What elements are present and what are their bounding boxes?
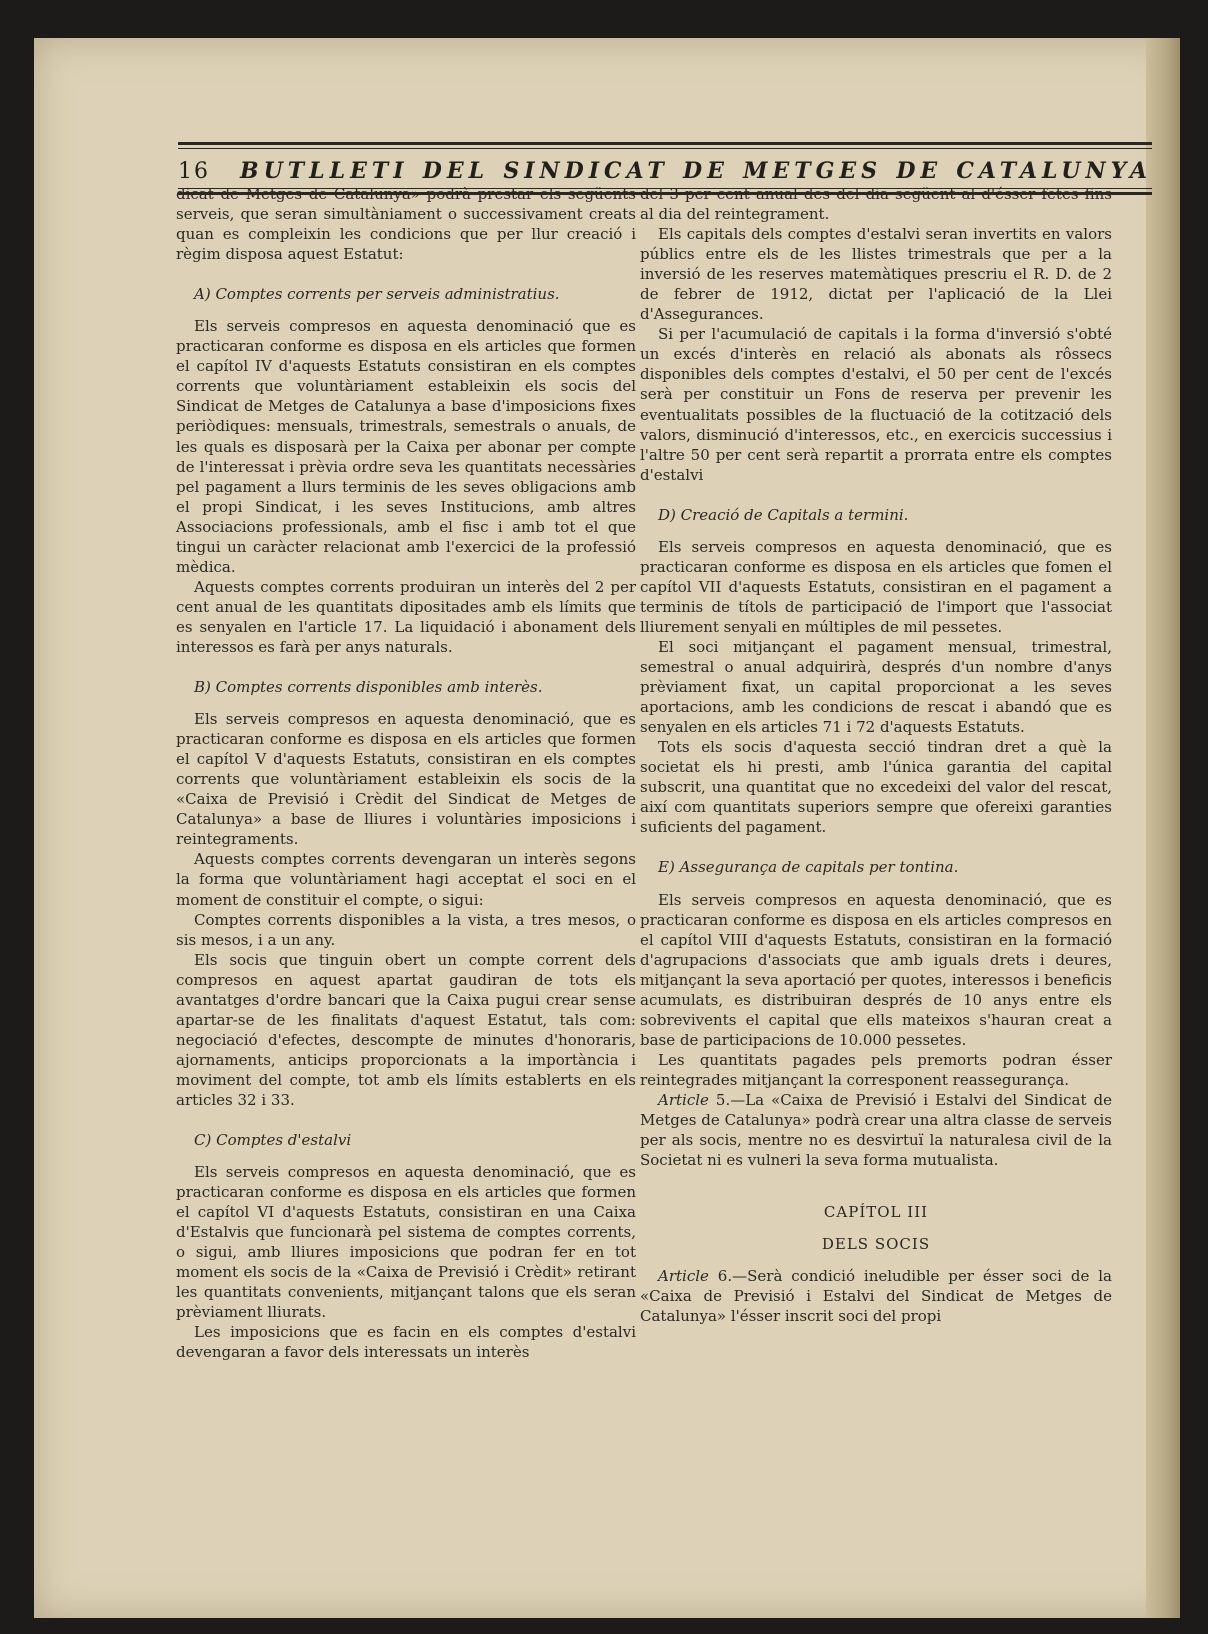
paragraph: Tots els socis d'aquesta secció tindran dret a què la societat els hi presti, amb l'única garantia del capital subscrit, una quantitat que no excedeixi del valor del rescat, així com quantitats superiors sempre que ofereixi garanties suficients del pagament. [640, 738, 1112, 837]
header-rule-top-thin [178, 148, 1152, 149]
section-heading-c: C) Comptes d'estalvi [194, 1131, 352, 1150]
paragraph: Els serveis compresos en aquesta denominació que es practicaran conforme es disposa en els articles que formen el capítol IV d'aquests Estatuts consistiran en els comptes corrents que voluntàriament estableixin els socis del Sindicat de Metges de Catalunya a base d'imposicions fixes periòdiques: mensuals, trimestrals, semestrals o anuals, de les quals es disposarà per la Caixa per abonar per compte de l'interessat i prèvia ordre seva les quantitats necessàries pel pagament a llurs terminis de les seves obligacions amb el propi Sindicat, i les seves Institucions, amb altres Associacions professionals, amb el fisc i amb tot el que tingui un caràcter relacionat amb l'exercici de la professió mèdica. [176, 317, 636, 576]
header-word: BUTLLETI [240, 158, 409, 184]
left-column [176, 184, 636, 1363]
section-heading-b: B) Comptes corrents disponibles amb interès. [194, 678, 543, 697]
paragraph: dicat de Metges de Catalunya» podrà prestar els següents serveis, que seran simultàniament o successivament creats quan es compleixin les condicions que per llur creació i règim disposa aquest Estatut: [176, 185, 636, 264]
header-word: SINDICAT [503, 158, 669, 184]
header-word: DE [896, 158, 943, 184]
paragraph: Els serveis compresos en aquesta denominació, que es practicaran conforme es disposa en els articles que fomen el capítol VII d'aquests Estatuts, consistiran en el pagament a terminis de títols de participació de l'import que l'associat lliurement senyali en múltiples de mil pessetes. [640, 537, 1112, 636]
paragraph: del 3 per cent anual des del dia següent al d'ésser fetes fins al dia del reintegrament. [640, 185, 1112, 224]
paragraph: Si per l'acumulació de capitals i la forma d'inversió s'obté un excés d'interès en relació als abonats als rôssecs disponibles dels comptes d'estalvi, el 50 per cent de l'excés serà per constituir un Fons de reserva per prevenir les eventualitats possibles de la fluctuació de la cotització dels valors, disminució d'interessos, etc., en exercicis successius i l'altre 50 per cent serà repartit a prorrata entre els comptes d'estalvi [640, 325, 1112, 484]
section-heading-a: A) Comptes corrents per serveis administratius. [194, 285, 560, 304]
paragraph: Els serveis compresos en aquesta denominació, que es practicaran conforme es disposa en els articles que formen el capítol V d'aquests Estatuts, consistiran en els comptes corrents que voluntàriament estableixin els socis de la «Caixa de Previsió i Crèdit del Sindicat de Metges de Catalunya» a base de lliures i voluntàries imposicions i reintegraments. [176, 710, 636, 849]
right-column [640, 184, 1112, 1326]
article-5 [640, 1090, 1112, 1170]
paragraph: Els serveis compresos en aquesta denominació, que es practicaran conforme es disposa en els articles compresos en el capítol VIII d'aquests Estatuts, consistiran en la formació d'agrupacions d'associats que amb iguals drets i deures, mitjançant la seva aportació per quotes, interessos i beneficis acumulats, es distribuiran després de 10 anys entre els sobrevivents el capital que ells mateixos s'hauran creat a base de participacions de 10.000 pessetes. [640, 890, 1112, 1049]
header-word: METGES [743, 158, 883, 184]
article-label: Article [658, 1267, 709, 1286]
section-heading-d: D) Creació de Capitals a termini. [658, 505, 909, 524]
paragraph: El soci mitjançant el pagament mensual, trimestral, semestral o anual adquirirà, després d'un nombre d'anys prèviament fixat, un capital proporcionat a les seves aportacions, amb les condicions de rescat i abandó que es senyalen en els articles 71 i 72 d'aquests Estatuts. [640, 637, 1112, 737]
chapter-number: CAPÍTOL III [823, 1203, 929, 1222]
paragraph: Els socis que tinguin obert un compte corrent dels compresos en aquest apartat gaudiran de tots els avantatges d'ordre bancari que la Caixa pugui crear sense apartar-se de les finalitats d'aquest Estatut, tals com: negociació d'efectes, descompte de minutes d'honoraris, ajornaments, anticips proporcionats a la importància i moviment del compte, tot amb els límits establerts en els articles 32 i 33. [176, 950, 636, 1109]
article-6 [640, 1266, 1112, 1326]
paragraph: Els capitals dels comptes d'estalvi seran invertits en valors públics entre els de les llistes trimestrals que per a la inversió de les reserves matemàtiques prescriu el R. D. de 2 de febrer de 1912, dictat per l'aplicació de la Llei d'Assegurances. [640, 225, 1112, 324]
paragraph: Els serveis compresos en aquesta denominació, que es practicaran conforme es disposa en els articles que formen el capítol VI d'aquests Estatuts, consistiran en una Caixa d'Estalvis que funcionarà pel sistema de comptes corrents, o sigui, amb lliures imposicions que podran fer en tot moment els socis de la «Caixa de Previsió i Crèdit» retirant les quantitats convenients, mitjançant talons que els seran prèviament lliurats. [176, 1163, 636, 1322]
paragraph: Aquests comptes corrents produiran un interès del 2 per cent anual de les quantitats dipositades amb els límits que es senyalen en l'article 17. La liquidació i abonament dels interessos es farà per anys naturals. [176, 577, 636, 656]
header-word: CATALUNYA [956, 158, 1152, 184]
section-heading-e: E) Assegurança de capitals per tontina. [658, 858, 959, 877]
header-title [178, 158, 1152, 184]
paragraph: Comptes corrents disponibles a la vista, a tres mesos, o sis mesos, i a un any. [176, 910, 636, 949]
article-text: 5.—La «Caixa de Previsió i Estalvi del Sindicat de Metges de Catalunya» podrà crear una altra classe de serveis per als socis, mentre no es desvirtuï la naturalesa civil de la Societat ni es vulneri la seva forma mutualista. [640, 1090, 1112, 1170]
paragraph: Les quantitats pagades pels premorts podran ésser reintegrades mitjançant la corresponent reassegurança. [640, 1050, 1112, 1089]
paragraph: Les imposicions que es facin en els comptes d'estalvi devengaran a favor dels interessats un interès [176, 1323, 636, 1362]
book-spine-shadow [1146, 38, 1180, 1618]
article-text: 6.—Serà condició ineludible per ésser soci de la «Caixa de Previsió i Estalvi del Sindicat de Metges de Catalunya» l'ésser inscrit soci del propi [640, 1267, 1112, 1326]
header-word: DEL [422, 158, 490, 184]
paragraph: Aquests comptes corrents devengaran un interès segons la forma que voluntàriament hagi acceptat el soci en el moment de constituir el compte, o sigui: [176, 850, 636, 909]
page-number: 16 [178, 159, 210, 184]
header-word: DE [683, 158, 729, 184]
header-rule-top [178, 142, 1152, 145]
article-label: Article [658, 1090, 709, 1109]
chapter-title: DELS SOCIS [821, 1235, 931, 1254]
document-page [34, 38, 1180, 1618]
